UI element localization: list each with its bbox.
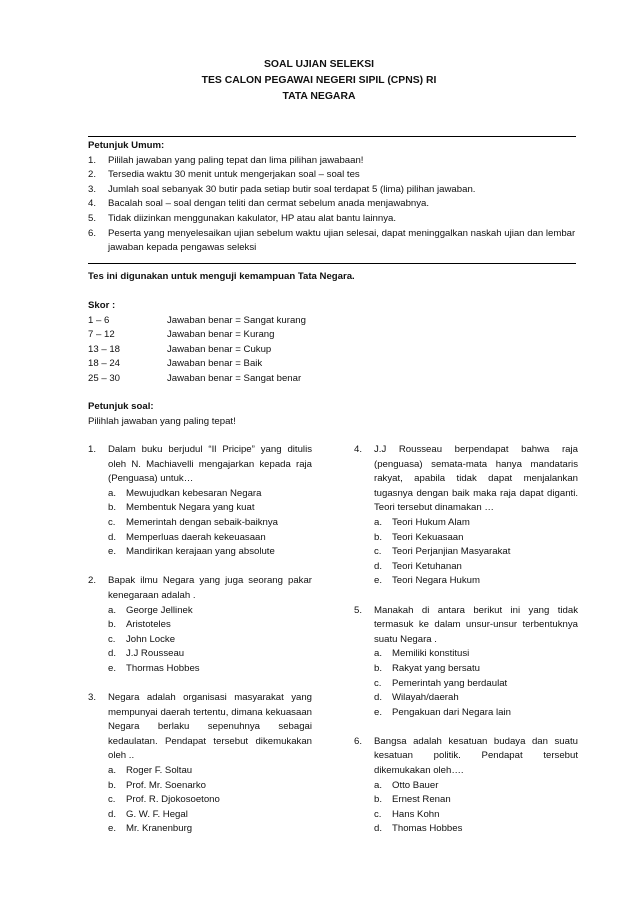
answer-option: c. Prof. R. Djokosoetono: [108, 794, 220, 806]
question-text: Negara adalah organisasi masyarakat yang mempunyai daerah tertentu, dimana kekuasaan Negara berlaku sepenuhnya sebagai kedaulatan. Pendapat tersebut dikemukakan oleh ..: [108, 692, 312, 762]
answer-option: b. Ernest Renan: [374, 794, 451, 806]
answer-option: e. Pengakuan dari Negara lain: [374, 706, 511, 718]
answer-option: b. Aristoteles: [108, 619, 171, 631]
question-6: 6. Bangsa adalah kesatuan budaya dan suatu kesatuan politik. Pendapat tersebut dikemukakan oleh…. a. Otto Bauer b. Ernest Renan c. Hans Kohn d. Thomas Hobbes: [354, 735, 578, 837]
question-1: 1. Dalam buku berjudul “Il Pricipe” yang ditulis oleh N. Machiavelli mengajarkan kepada raja (Penguasa) untuk… a. Mewujudkan kebesaran Negara b. Membentuk Negara yang kuat c. Memerintah dengan sebaik-baiknya d. Memperluas daerah kekeuasaan e. Mandirikan kerajaan yang absolute: [88, 443, 312, 560]
score-section: [88, 299, 578, 387]
question-text: Dalam buku berjudul “Il Pricipe” yang ditulis oleh N. Machiavelli mengajarkan kepada raja (Penguasa) untuk…: [108, 444, 312, 485]
question-instructions-text: Pilihlah jawaban yang paling tepat!: [88, 415, 236, 427]
answer-option: a. George Jellinek: [108, 604, 193, 616]
answer-option: d. Memperluas daerah kekeuasaan: [108, 531, 266, 543]
answer-option: a. Teori Hukum Alam: [374, 516, 470, 528]
answer-option: a. Roger F. Soltau: [108, 765, 193, 777]
answer-option: d. Wilayah/daerah: [374, 692, 459, 704]
document-title: [0, 57, 638, 105]
title-line-2: TES CALON PEGAWAI NEGERI SIPIL (CPNS) RI: [201, 75, 437, 86]
answer-option: c. Hans Kohn: [374, 808, 440, 820]
question-text: Bangsa adalah kesatuan budaya dan suatu kesatuan politik. Pendapat tersebut dikemukakan oleh….: [374, 735, 578, 777]
score-row: 18 – 24 Jawaban benar = Baik: [88, 358, 263, 370]
answer-option: a. Mewujudkan kebesaran Negara: [108, 487, 262, 499]
divider-top: [88, 136, 576, 137]
answer-option: e. Teori Negara Hukum: [374, 575, 480, 587]
answer-option: b. Teori Kekuasaan: [374, 531, 464, 543]
question-5: 5. Manakah di antara berikut ini yang tidak termasuk ke dalam unsur-unsur terbentuknya suatu Negara . a. Memiliki konstitusi b. Rakyat yang bersatu c. Pemerintah yang berdaulat d. Wilayah/daerah e. Pengakuan dari Negara lain: [354, 604, 578, 721]
question-text: J.J Rousseau berpendapat bahwa raja (penguasa) semata-mata hanya mandataris rakyat, apabila tidak dapat menjalankan tugasnya dengan baik maka raja dapat diganti. Teori tersebut dinamakan …: [374, 444, 578, 514]
answer-option: a. Memiliki konstitusi: [374, 648, 470, 660]
general-instructions-title: Petunjuk Umum:: [88, 140, 165, 151]
answer-option: d. Thomas Hobbes: [374, 823, 463, 835]
answer-option: b. Membentuk Negara yang kuat: [108, 502, 255, 514]
answer-option: c. Teori Perjanjian Masyarakat: [374, 546, 511, 558]
divider-bottom: [88, 263, 576, 264]
answer-option: d. J.J Rousseau: [108, 648, 185, 660]
question-3: 3. Negara adalah organisasi masyarakat yang mempunyai daerah tertentu, dimana kekuasaan Negara berlaku sepenuhnya sebagai kedaulatan. Pendapat tersebut dikemukakan oleh .. a. Roger F. Soltau b. Prof. Mr. Soenarko c. Prof. R. Djokosoetono d. G. W. F. Hegal e. Mr. Kranenburg: [88, 691, 312, 837]
question-text: Manakah di antara berikut ini yang tidak termasuk ke dalam unsur-unsur terbentuknya suatu Negara .: [374, 604, 578, 645]
answer-option: c. John Locke: [108, 633, 176, 645]
answer-option: d. Teori Ketuhanan: [374, 560, 462, 572]
general-item: 6. Peserta yang menyelesaikan ujian sebelum waktu ujian selesai, dapat meninggalkan naskah ujian dan lembar jawaban kepada pengawas seleksi: [88, 227, 576, 254]
answer-option: e. Thormas Hobbes: [108, 662, 200, 674]
answer-option: c. Pemerintah yang berdaulat: [374, 677, 508, 689]
test-purpose: Tes ini digunakan untuk menguji kemampuan Tata Negara.: [88, 271, 355, 282]
score-row: 13 – 18 Jawaban benar = Cukup: [88, 343, 272, 355]
answer-option: e. Mr. Kranenburg: [108, 823, 193, 835]
questions-right-column: [354, 443, 578, 852]
answer-option: b. Prof. Mr. Soenarko: [108, 779, 206, 791]
question-instructions: [88, 400, 578, 429]
general-item: 1. Pililah jawaban yang paling tepat dan lima pilihan jawabaan!: [88, 154, 364, 166]
title-line-3: TATA NEGARA: [282, 91, 356, 102]
question-text: Bapak ilmu Negara yang juga seorang pakar kenegaraan adalah .: [108, 575, 312, 601]
score-row: 7 – 12 Jawaban benar = Kurang: [88, 329, 275, 341]
title-line-1: SOAL UJIAN SELEKSI: [263, 59, 375, 70]
answer-option: b. Rakyat yang bersatu: [374, 662, 480, 674]
answer-option: d. G. W. F. Hegal: [108, 808, 188, 820]
question-2: 2. Bapak ilmu Negara yang juga seorang pakar kenegaraan adalah . a. George Jellinek b. Aristoteles c. John Locke d. J.J Rousseau e. Thormas Hobbes: [88, 574, 312, 676]
answer-option: c. Memerintah dengan sebaik-baiknya: [108, 516, 278, 528]
general-item: 4. Bacalah soal – soal dengan teliti dan cermat sebelum anada menjawabnya.: [88, 198, 430, 210]
score-row: 25 – 30 Jawaban benar = Sangat benar: [88, 372, 302, 384]
answer-option: a. Otto Bauer: [374, 779, 439, 791]
general-item: 5. Tidak diizinkan menggunakan kakulator, HP atau alat bantu lainnya.: [88, 212, 396, 224]
question-instructions-title: Petunjuk soal:: [88, 401, 154, 412]
general-instructions: [88, 139, 578, 256]
general-item: 2. Tersedia waktu 30 menit untuk mengerjakan soal – soal tes: [88, 169, 360, 181]
score-title: Skor :: [88, 300, 116, 311]
question-4: 4. J.J Rousseau berpendapat bahwa raja (penguasa) semata-mata hanya mandataris rakyat, apabila tidak dapat menjalankan tugasnya dengan baik maka raja dapat diganti. Teori tersebut dinamakan … a. Teori Hukum Alam b. Teori Kekuasaan c. Teori Perjanjian Masyarakat d. Teori Ketuhanan e. Teori Negara Hukum: [354, 443, 578, 589]
questions-left-column: [88, 443, 312, 852]
general-item: 3. Jumlah soal sebanyak 30 butir pada setiap butir soal terdapat 5 (lima) pilihan jawaban.: [88, 183, 476, 195]
score-row: 1 – 6 Jawaban benar = Sangat kurang: [88, 314, 306, 326]
answer-option: e. Mandirikan kerajaan yang absolute: [108, 546, 275, 558]
